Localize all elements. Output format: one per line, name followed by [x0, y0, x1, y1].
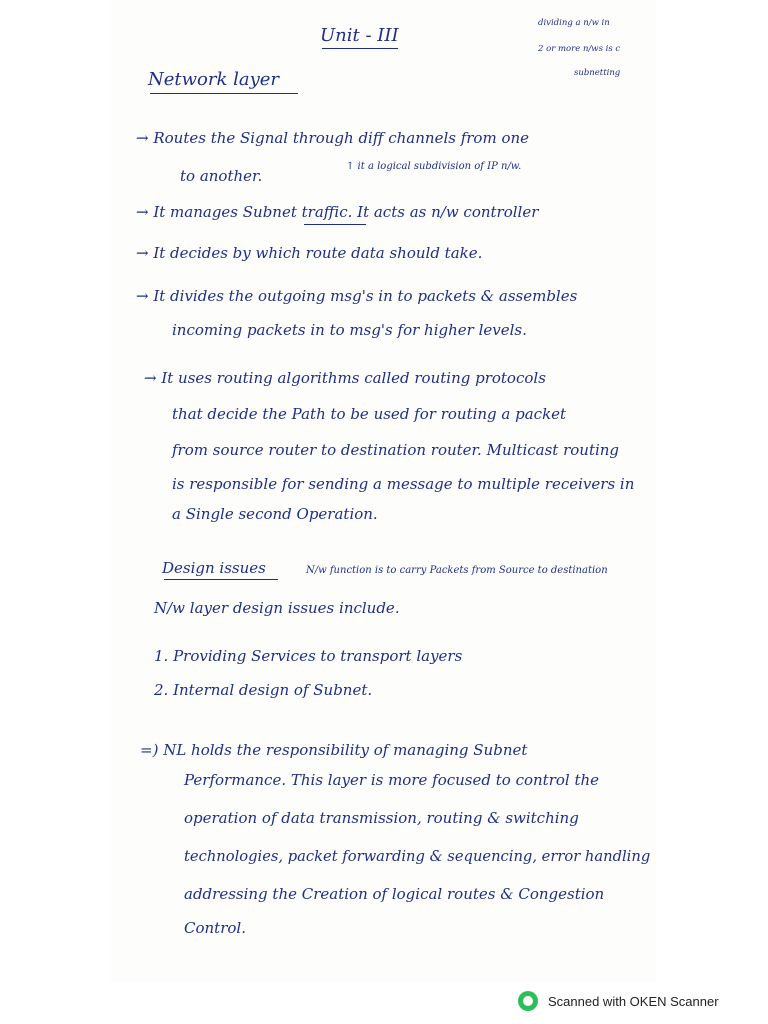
note-line: a Single second Operation.: [172, 505, 378, 523]
note-line: is responsible for sending a message to multiple receivers in: [172, 475, 635, 493]
list-item: 1. Providing Services to transport layers: [154, 647, 463, 665]
corner-note-line-3: subnetting: [574, 68, 621, 78]
note-line: N/w layer design issues include.: [154, 599, 400, 617]
corner-note-line-2: 2 or more n/ws is c: [538, 44, 621, 54]
subnet-underline: [304, 224, 366, 225]
note-line: that decide the Path to be used for routing a packet: [172, 405, 567, 423]
note-line: Performance. This layer is more focused to control the: [184, 771, 600, 789]
note-line: → It uses routing algorithms called routing protocols: [144, 369, 546, 387]
note-line: to another.: [180, 167, 263, 185]
scanned-page: [110, 0, 656, 982]
note-line: → It decides by which route data should take.: [136, 244, 483, 262]
heading-underline: [322, 48, 398, 49]
page-title: Network layer: [148, 69, 280, 90]
design-issues-label: Design issues: [162, 559, 266, 577]
design-issues-text: N/w function is to carry Packets from Source to destination: [306, 565, 608, 576]
title-underline: [150, 93, 298, 94]
annotation-line: ↑ it a logical subdivision of IP n/w.: [346, 161, 522, 172]
note-line: from source router to destination router. Multicast routing: [172, 441, 620, 459]
note-line: =) NL holds the responsibility of managing Subnet: [140, 741, 528, 759]
list-item: 2. Internal design of Subnet.: [154, 681, 373, 699]
note-line: → It divides the outgoing msg's in to packets & assembles: [136, 287, 578, 305]
note-line: operation of data transmission, routing & switching: [184, 809, 579, 827]
note-line: addressing the Creation of logical routes & Congestion: [184, 885, 605, 903]
design-issues-underline: [164, 579, 278, 580]
note-line: → It manages Subnet traffic. It acts as n/w controller: [136, 203, 539, 221]
unit-heading: Unit - III: [320, 25, 399, 46]
note-line: technologies, packet forwarding & sequencing, error handling: [184, 847, 651, 865]
corner-note-line-1: dividing a n/w in: [538, 18, 610, 28]
note-line: Control.: [184, 919, 246, 937]
note-line: incoming packets in to msg's for higher levels.: [172, 321, 527, 339]
scanner-text: Scanned with OKEN Scanner: [548, 993, 719, 1009]
scanner-footer: [518, 990, 719, 1012]
note-line: → Routes the Signal through diff channels from one: [136, 129, 530, 147]
oken-scanner-logo-icon: [518, 991, 538, 1011]
